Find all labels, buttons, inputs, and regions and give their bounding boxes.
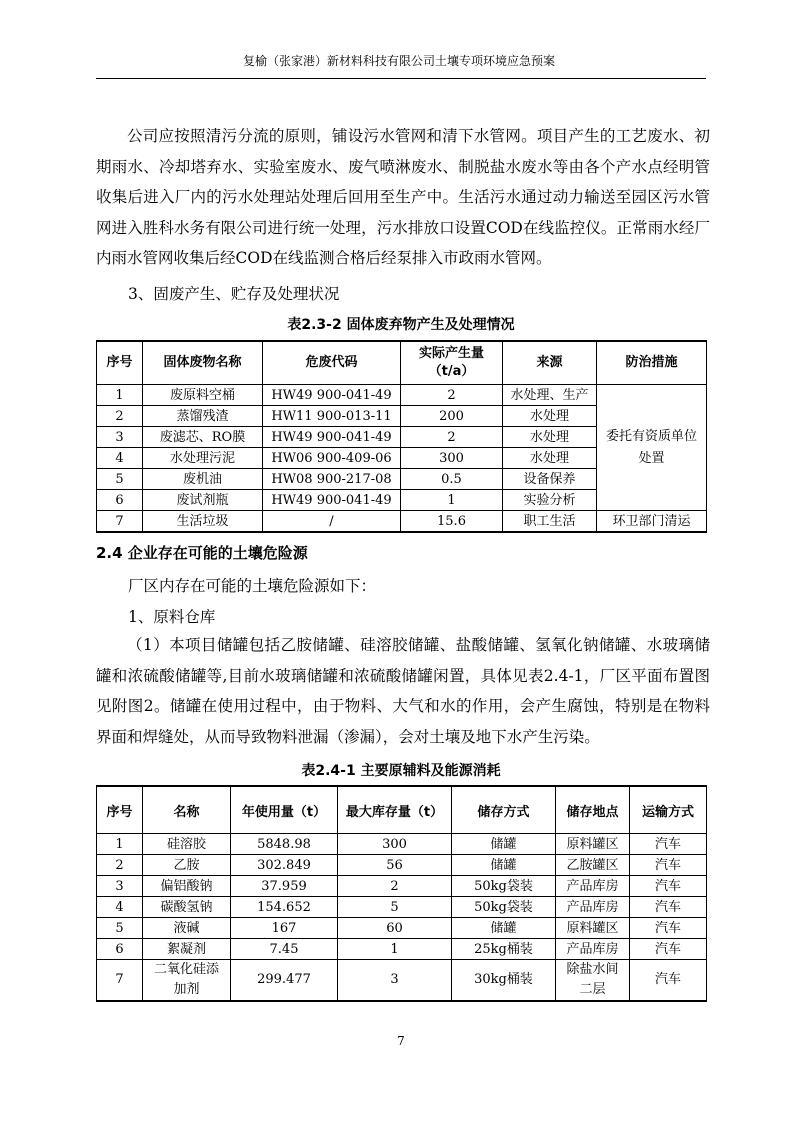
cell: 实验分析 xyxy=(503,490,597,511)
header-divider xyxy=(96,78,706,79)
cell: 25kg桶装 xyxy=(452,939,556,960)
cell: 6 xyxy=(97,939,143,960)
cell: HW08 900-217-08 xyxy=(263,469,401,490)
cell: 302.849 xyxy=(231,855,338,876)
cell: 汽车 xyxy=(630,855,707,876)
cell: 储罐 xyxy=(452,855,556,876)
table1-caption: 表2.3-2 固体废弃物产生及处理情况 xyxy=(287,317,515,333)
header-unit: （t/a） xyxy=(428,364,475,379)
cell: 5 xyxy=(338,897,452,918)
cell: 1 xyxy=(97,834,143,855)
cell: 5848.98 xyxy=(231,834,338,855)
cell: 废试剂瓶 xyxy=(143,490,263,511)
cell: 汽车 xyxy=(630,939,707,960)
cell: 汽车 xyxy=(630,876,707,897)
cell: 汽车 xyxy=(630,834,707,855)
cell: 储罐 xyxy=(452,834,556,855)
header-cell: 最大库存量（t） xyxy=(338,786,452,834)
intro-line: 厂区内存在可能的土壤危险源如下： xyxy=(128,577,377,595)
cell: 生活垃圾 xyxy=(143,511,263,533)
cell: 3 xyxy=(97,876,143,897)
page-number: 7 xyxy=(397,1034,405,1048)
cell: 汽车 xyxy=(630,918,707,939)
cell: 2 xyxy=(338,876,452,897)
table2-caption: 表2.4-1 主要原辅料及能源消耗 xyxy=(301,763,501,779)
cell: 300 xyxy=(401,448,503,469)
cell: HW06 900-409-06 xyxy=(263,448,401,469)
table-row xyxy=(97,834,707,855)
cell: 产品库房 xyxy=(556,897,630,918)
cell: 167 xyxy=(231,918,338,939)
cell: 4 xyxy=(97,897,143,918)
cell: 2 xyxy=(401,385,503,406)
cell: 3 xyxy=(338,960,452,1002)
paragraph-wastewater: 公司应按照清污分流的原则，铺设污水管网和清下水管网。项目产生的工艺废水、初期雨水、冷却塔弃水、实验室废水、废气喷淋废水、制脱盐水废水等由各个产水点经明管收集后进入厂内的污水处理站处理后回用至生产中。生活污水通过动力输送至园区污水管网进入胜科水务有限公司进行统一处理，污水排放口设置COD在线监控仪。正常雨水经厂内雨水管网收集后经COD在线监测合格后经泵排入市政雨水管网。 xyxy=(96,127,710,267)
header-cell: 运输方式 xyxy=(630,786,707,834)
cell: 汽车 xyxy=(630,960,707,1002)
cell: 废原料空桶 xyxy=(143,385,263,406)
cell: 200 xyxy=(401,406,503,427)
table-row xyxy=(97,876,707,897)
cell: 300 xyxy=(338,834,452,855)
cell: 二氧化硅添加剂 xyxy=(143,960,231,1002)
cell: 30kg桶装 xyxy=(452,960,556,1002)
cell: 液碱 xyxy=(143,918,231,939)
cell: 7 xyxy=(97,511,143,533)
measure-cell: 环卫部门清运 xyxy=(597,511,707,533)
cell: 原料罐区 xyxy=(556,918,630,939)
cell: 乙胺 xyxy=(143,855,231,876)
cell: 偏铝酸钠 xyxy=(143,876,231,897)
cell: 设备保养 xyxy=(503,469,597,490)
table-row xyxy=(97,511,707,533)
cell: HW49 900-041-49 xyxy=(263,385,401,406)
table-row xyxy=(97,918,707,939)
header-cell: 储存方式 xyxy=(452,786,556,834)
header-cell: 危废代码 xyxy=(263,341,401,385)
cell: 4 xyxy=(97,448,143,469)
measure-cell: 委托有资质单位处置 xyxy=(597,385,707,511)
cell: 6 xyxy=(97,490,143,511)
table-row xyxy=(97,897,707,918)
cell: 水处理 xyxy=(503,406,597,427)
cell: 3 xyxy=(97,427,143,448)
cell: 1 xyxy=(97,385,143,406)
cell: 水处理 xyxy=(503,427,597,448)
cell: 产品库房 xyxy=(556,939,630,960)
header-cell: 序号 xyxy=(97,786,143,834)
cell: 154.652 xyxy=(231,897,338,918)
cell: 乙胺罐区 xyxy=(556,855,630,876)
solid-waste-table xyxy=(96,340,707,533)
paragraph-tanks: （1）本项目储罐包括乙胺储罐、硅溶胶储罐、盐酸储罐、氢氧化钠储罐、水玻璃储罐和浓硫酸储罐等,目前水玻璃储罐和浓硫酸储罐闲置，具体见表2.4-1，厂区平面布置图见附图2。储罐在使用过程中，由于物料、大气和水的作用，会产生腐蚀，特别是在物料界面和焊缝处，从而导致物料泄漏（渗漏），会对土壤及地下水产生污染。 xyxy=(96,636,710,746)
cell: 15.6 xyxy=(401,511,503,533)
header-cell: 年使用量（t） xyxy=(231,786,338,834)
cell: 2 xyxy=(97,855,143,876)
header-cell: 名称 xyxy=(143,786,231,834)
cell: 2 xyxy=(401,427,503,448)
cell: 废滤芯、RO膜 xyxy=(143,427,263,448)
running-header: 复榆（张家港）新材料科技有限公司土壤专项环境应急预案 xyxy=(242,54,555,68)
cell: 废机油 xyxy=(143,469,263,490)
cell: 碳酸氢钠 xyxy=(143,897,231,918)
cell: 职工生活 xyxy=(503,511,597,533)
item-raw-warehouse: 1、原料仓库 xyxy=(128,608,216,626)
cell: 56 xyxy=(338,855,452,876)
table-row xyxy=(97,939,707,960)
cell: 5 xyxy=(97,469,143,490)
section-heading: 2.4 企业存在可能的土壤危险源 xyxy=(96,544,308,562)
cell: 水处理、生产 xyxy=(503,385,597,406)
table-row xyxy=(97,855,707,876)
cell: / xyxy=(263,511,401,533)
cell: 0.5 xyxy=(401,469,503,490)
header-part: 实际产生量 xyxy=(418,346,484,361)
cell: 除盐水间二层 xyxy=(556,960,630,1002)
raw-material-table xyxy=(96,785,707,1002)
cell: 60 xyxy=(338,918,452,939)
cell: HW11 900-013-11 xyxy=(263,406,401,427)
header-cell: 序号 xyxy=(97,341,143,385)
cell: 50kg袋装 xyxy=(452,876,556,897)
cell: 储罐 xyxy=(452,918,556,939)
cell: 1 xyxy=(338,939,452,960)
item-solid-waste: 3、固废产生、贮存及处理状况 xyxy=(128,285,340,303)
header-cell: 防治措施 xyxy=(597,341,707,385)
table-row xyxy=(97,960,707,1002)
cell: 絮凝剂 xyxy=(143,939,231,960)
cell: 汽车 xyxy=(630,897,707,918)
cell: 5 xyxy=(97,918,143,939)
cell: 7.45 xyxy=(231,939,338,960)
table-row xyxy=(97,385,707,406)
cell: 产品库房 xyxy=(556,876,630,897)
header-cell: 储存地点 xyxy=(556,786,630,834)
cell: 299.477 xyxy=(231,960,338,1002)
cell: 7 xyxy=(97,960,143,1002)
cell: 1 xyxy=(401,490,503,511)
cell: 水处理 xyxy=(503,448,597,469)
header-cell: 固体废物名称 xyxy=(143,341,263,385)
cell: 水处理污泥 xyxy=(143,448,263,469)
cell: HW49 900-041-49 xyxy=(263,490,401,511)
cell: 原料罐区 xyxy=(556,834,630,855)
cell: 蒸馏残渣 xyxy=(143,406,263,427)
cell: HW49 900-041-49 xyxy=(263,427,401,448)
table-header-row xyxy=(97,341,707,385)
cell: 2 xyxy=(97,406,143,427)
cell: 硅溶胶 xyxy=(143,834,231,855)
table-header-row xyxy=(97,786,707,834)
cell: 50kg袋装 xyxy=(452,897,556,918)
header-cell: 来源 xyxy=(503,341,597,385)
header-cell xyxy=(401,341,503,385)
cell: 37.959 xyxy=(231,876,338,897)
